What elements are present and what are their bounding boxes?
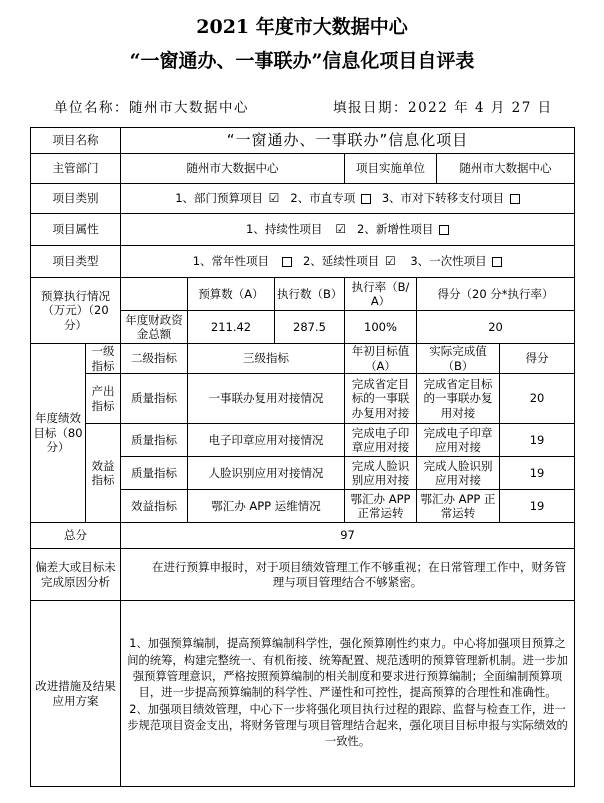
col-rate-header: 执行率（B/A） xyxy=(345,278,417,311)
improvement-label: 改进措施及结果应用方案 xyxy=(31,601,121,787)
deviation-label: 偏差大或目标未完成原因分析 xyxy=(31,549,121,601)
empty-box-icon xyxy=(510,194,520,204)
exec-value: 287.5 xyxy=(275,311,345,344)
improvement-text xyxy=(121,601,575,787)
row-actual: 完成电子印章应用对接 xyxy=(417,424,500,457)
col-budget-header: 预算数（A） xyxy=(188,278,275,311)
row-level3: 人脸识别应用对接情况 xyxy=(188,457,345,490)
row-level3: 鄂汇办 APP 运维情况 xyxy=(188,490,345,523)
category-label: 项目类别 xyxy=(31,184,121,214)
row-level3: 电子印章应用对接情况 xyxy=(188,424,345,457)
category-opt3: 3、市对下转移支付项目 xyxy=(381,191,505,205)
budget-blank-header xyxy=(121,278,188,311)
dept-value: 随州市大数据中心 xyxy=(121,154,345,184)
row-actual: 完成省定目标的一事联办复用对接 xyxy=(417,374,500,424)
col-exec-header: 执行数（B） xyxy=(275,278,345,311)
attr-options xyxy=(121,214,575,246)
actual-header: 实际完成值（B） xyxy=(417,344,500,374)
checked-box-icon: ☑ xyxy=(268,191,280,205)
fill-date: 填报日期：2022 年 4 月 27 日 xyxy=(333,100,553,116)
type-opt3: 3、一次性项目 xyxy=(410,254,487,268)
total-label: 总分 xyxy=(31,523,121,549)
level3-header: 三级指标 xyxy=(188,344,345,374)
row-score: 20 xyxy=(500,374,575,424)
target-header: 年初目标值（A） xyxy=(345,344,417,374)
category-opt1: 1、部门预算项目 xyxy=(175,191,264,205)
level1-header: 一级指标 xyxy=(86,344,121,374)
row-actual: 完成人脸识别应用对接 xyxy=(417,457,500,490)
row-score: 19 xyxy=(500,424,575,457)
title-line-2: “一窗通办、一事联办”信息化项目自评表 xyxy=(129,50,475,72)
empty-box-icon xyxy=(492,257,502,267)
title-line-1: 2021 年度市大数据中心 xyxy=(196,16,408,38)
improvement-para-1: 1、加强预算编制，提高预算编制科学性，强化预算刚性约束力。中心将加强项目预算之间的统筹，构建完整统一、有机衔接、统筹配置、规范透明的预算管理新机制。进一步加强预算管理意识，严格按照预算编制的相关制度和要求进行预算编制；全面编制预算项目，进一步提高预算编制的科学性、严谨性和可控性，提高预算的合理性和准确性。 xyxy=(127,637,568,700)
category-opt2: 2、市直专项 xyxy=(290,191,356,205)
row-target: 完成电子印章应用对接 xyxy=(345,424,417,457)
budget-row-label: 年度财政资金总额 xyxy=(121,311,188,344)
empty-box-icon xyxy=(439,225,449,235)
benefit-indicator-label: 效益指标 xyxy=(86,424,121,523)
type-opt1: 1、常年性项目 xyxy=(192,254,270,268)
row-level2: 质量指标 xyxy=(121,457,188,490)
impl-unit-label: 项目实施单位 xyxy=(345,154,437,184)
row-level2: 效益指标 xyxy=(121,490,188,523)
empty-box-icon xyxy=(361,194,371,204)
row-target: 完成省定目标的一事联办复用对接 xyxy=(345,374,417,424)
checked-box-icon: ☑ xyxy=(384,254,396,268)
type-label: 项目类型 xyxy=(31,246,121,278)
attr-opt2: 2、新增性项目 xyxy=(357,222,434,236)
improvement-para-2: 2、加强项目绩效管理，中心下一步将强化项目执行过程的跟踪、监督与检查工作，进一步规范项目资金支出，将财务管理与项目管理结合起来，强化项目目标申报与实际绩效的一致性。 xyxy=(127,702,568,749)
budget-score-value: 20 xyxy=(417,311,575,344)
deviation-text: 在进行预算申报时，对于项目绩效管理工作不够重视；在日常管理工作中，财务管理与项目管理结合不够紧密。 xyxy=(121,549,575,601)
row-actual: 鄂汇办 APP 正常运转 xyxy=(417,490,500,523)
col-score-header: 得分（20 分*执行率） xyxy=(417,278,575,311)
row-target: 完成人脸识别应用对接 xyxy=(345,457,417,490)
level2-header: 二级指标 xyxy=(121,344,188,374)
empty-box-icon xyxy=(282,257,292,267)
row-score: 19 xyxy=(500,457,575,490)
type-options xyxy=(121,246,575,278)
attr-opt1: 1、持续性项目 xyxy=(246,222,323,236)
score-header: 得分 xyxy=(500,344,575,374)
project-name-label: 项目名称 xyxy=(31,128,121,154)
attr-label: 项目属性 xyxy=(31,214,121,246)
evaluation-table xyxy=(30,127,575,787)
output-indicator-label: 产出指标 xyxy=(86,374,121,424)
total-value: 97 xyxy=(121,523,575,549)
unit-name: 单位名称：随州市大数据中心 xyxy=(54,100,249,116)
row-target: 鄂汇办 APP 正常运转 xyxy=(345,490,417,523)
budget-label: 预算执行情况（万元）（20 分） xyxy=(31,278,121,344)
category-options xyxy=(121,184,575,214)
budget-value: 211.42 xyxy=(188,311,275,344)
row-level2: 质量指标 xyxy=(121,374,188,424)
impl-unit-value: 随州市大数据中心 xyxy=(437,154,575,184)
row-score: 19 xyxy=(500,490,575,523)
checked-box-icon: ☑ xyxy=(335,222,347,236)
type-opt2: 2、延续性项目 xyxy=(302,254,380,268)
row-level2: 质量指标 xyxy=(121,424,188,457)
row-level3: 一事联办复用对接情况 xyxy=(188,374,345,424)
performance-group-label: 年度绩效目标（80 分） xyxy=(31,344,86,523)
rate-value: 100% xyxy=(345,311,417,344)
dept-label: 主管部门 xyxy=(31,154,121,184)
project-name-value: “一窗通办、一事联办”信息化项目 xyxy=(121,128,575,154)
